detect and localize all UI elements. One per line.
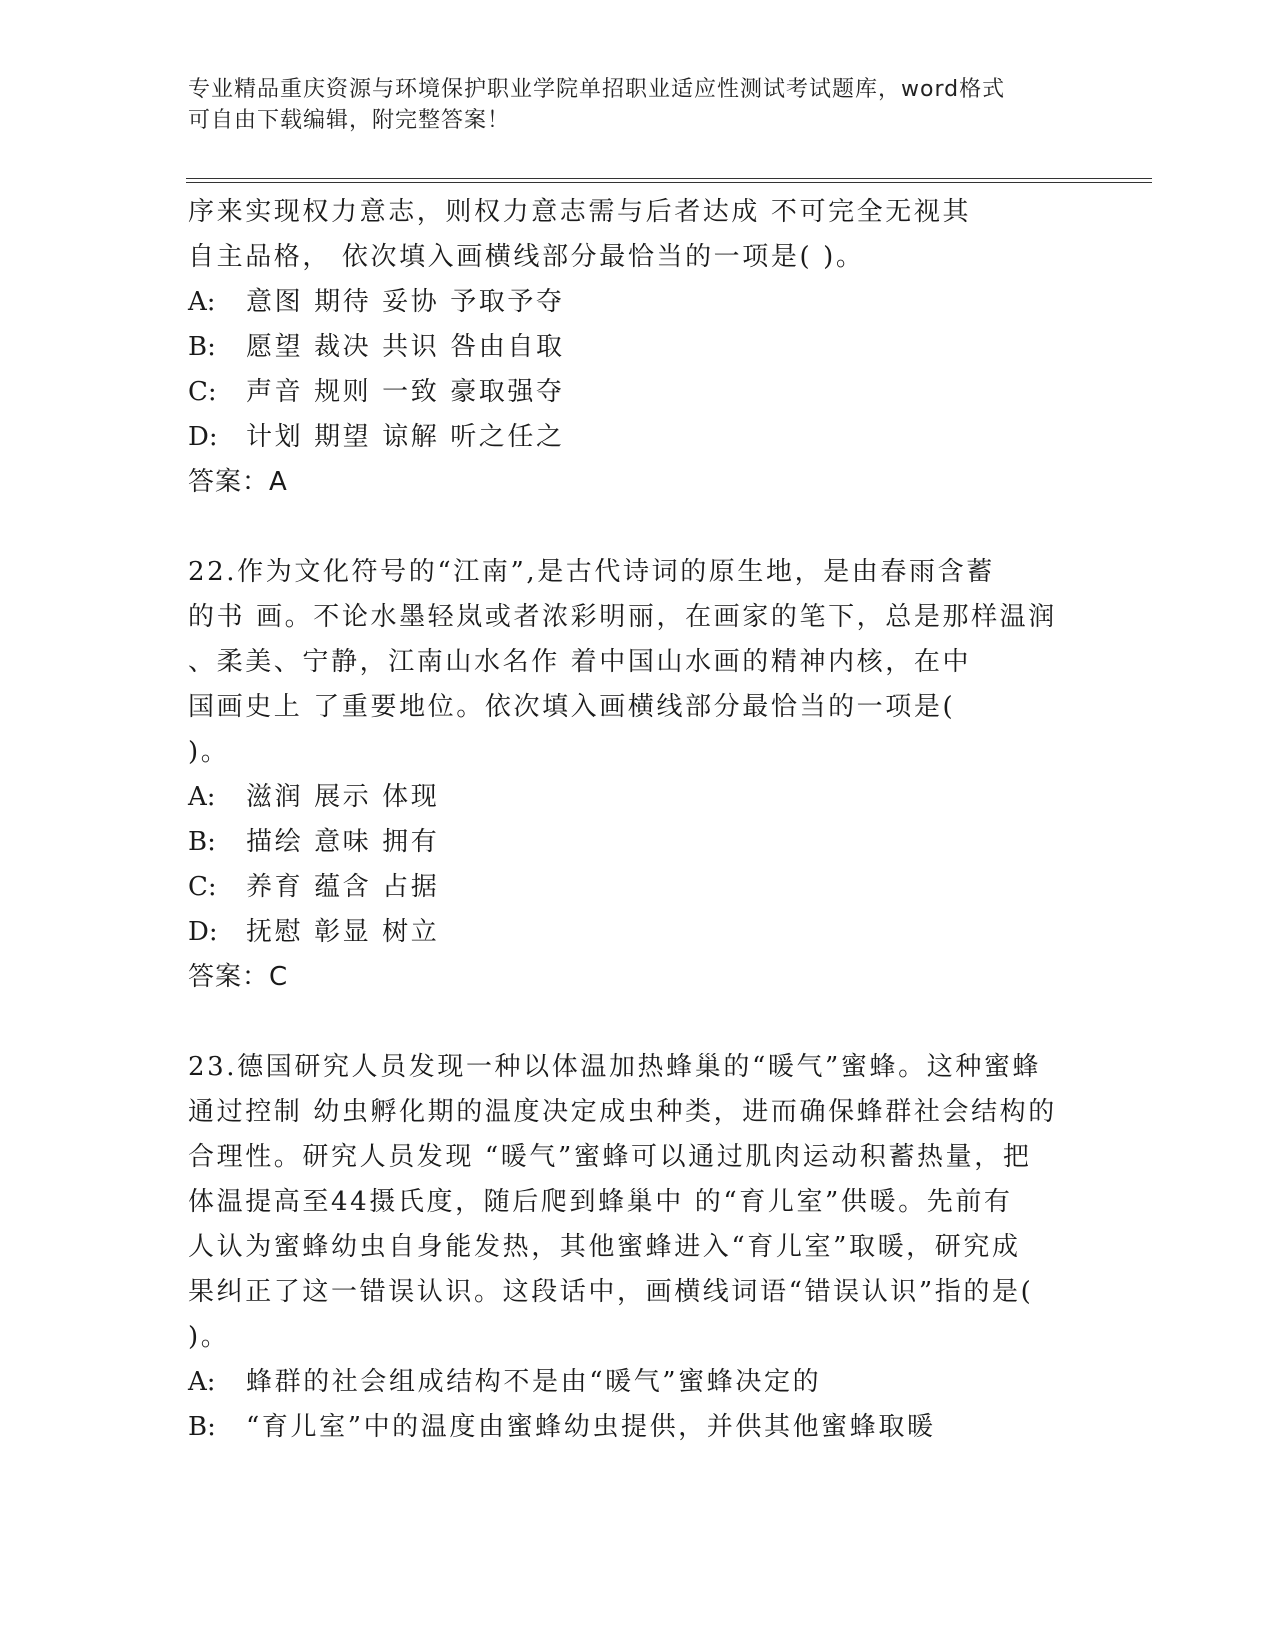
question-stem-line: 国画史上 了重要地位。依次填入画横线部分最恰当的一项是( [188,692,956,722]
answer-line: 答案：A [188,467,288,497]
option-letter: A: [188,782,216,812]
question-stem-line: 22.作为文化符号的“江南”,是古代诗词的原生地，是由春雨含蓄 [188,557,995,587]
question-stem-line: 23.德国研究人员发现一种以体温加热蜂巢的“暖气”蜜蜂。这种蜜蜂 [188,1052,1042,1082]
spacer [188,505,1108,550]
option-a [188,1360,1108,1405]
question-stem-line: )。 [188,1322,230,1352]
page-header [188,74,1088,136]
option-text: 意图 期待 妥协 予取予夺 [246,287,565,317]
option-letter: B: [188,827,216,857]
option-a [188,775,1108,820]
option-text: 抚慰 彰显 树立 [246,917,440,947]
option-text: 描绘 意味 拥有 [246,827,440,857]
option-letter: C: [188,377,217,407]
question-stem-line: 自主品格， 依次填入画横线部分最恰当的一项是( )。 [188,242,865,272]
option-b [188,1405,1108,1450]
question-stem-line: 人认为蜜蜂幼虫自身能发热，其他蜜蜂进入“育儿室”取暖，研究成 [188,1232,1021,1262]
option-c [188,865,1108,910]
question-stem-line: 合理性。研究人员发现 “暖气”蜜蜂可以通过肌肉运动积蓄热量，把 [188,1142,1032,1172]
option-text: 声音 规则 一致 豪取强夺 [246,377,565,407]
option-letter: D: [188,917,218,947]
question-stem-line: 果纠正了这一错误认识。这段话中，画横线词语“错误认识”指的是( [188,1277,1034,1307]
option-letter: D: [188,422,218,452]
option-d [188,910,1108,955]
option-letter: C: [188,872,217,902]
option-text: 滋润 展示 体现 [246,782,440,812]
option-text: 愿望 裁决 共识 咎由自取 [246,332,565,362]
answer-line: 答案：C [188,962,289,992]
question-23 [188,1045,1108,1450]
question-stem-line: )。 [188,737,230,767]
option-letter: B: [188,332,216,362]
option-letter: A: [188,1367,216,1397]
header-line-2: 可自由下载编辑，附完整答案！ [188,108,511,133]
option-text: “育儿室”中的温度由蜜蜂幼虫提供，并供其他蜜蜂取暖 [246,1412,936,1442]
option-letter: A: [188,287,216,317]
question-stem-line: 、柔美、宁静，江南山水名作 着中国山水画的精神内核，在中 [188,647,972,677]
question-stem-line: 通过控制 幼虫孵化期的温度决定成虫种类，进而确保蜂群社会结构的 [188,1097,1057,1127]
header-line-1: 专业精品重庆资源与环境保护职业学院单招职业适应性测试考试题库，word格式 [188,77,1006,102]
option-text: 养育 蕴含 占据 [246,872,440,902]
option-a [188,280,1108,325]
option-c [188,370,1108,415]
question-21 [188,190,1108,505]
option-d [188,415,1108,460]
question-stem-line: 的书 画。不论水墨轻岚或者浓彩明丽，在画家的笔下，总是那样温润 [188,602,1057,632]
option-text: 计划 期望 谅解 听之任之 [246,422,565,452]
question-22 [188,550,1108,1000]
spacer [188,1000,1108,1045]
option-text: 蜂群的社会组成结构不是由“暖气”蜜蜂决定的 [246,1367,822,1397]
header-divider [186,178,1152,183]
document-body [188,190,1108,1450]
option-b [188,820,1108,865]
question-stem-line: 体温提高至44摄氏度，随后爬到蜂巢中 的“育儿室”供暖。先前有 [188,1187,1013,1217]
question-stem-line: 序来实现权力意志，则权力意志需与后者达成 不可完全无视其 [188,197,972,227]
option-b [188,325,1108,370]
option-letter: B: [188,1412,216,1442]
